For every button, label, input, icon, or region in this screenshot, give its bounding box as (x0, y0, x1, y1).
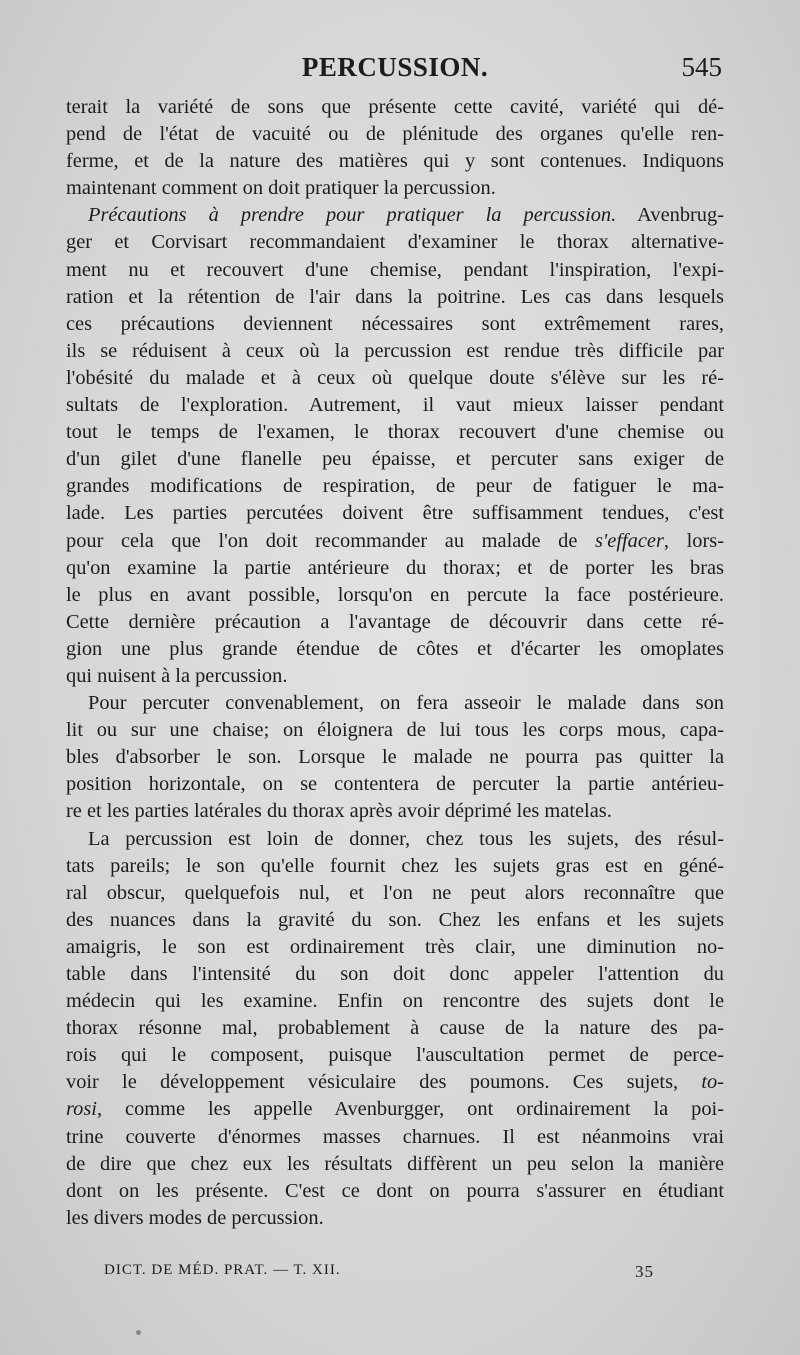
line-text: terait la variété de sons que présente cette cavité, variété qui dé- (66, 96, 724, 118)
page-number: 545 (681, 52, 722, 82)
line-text: grandes modifications de respiration, de peur de fatiguer le ma- (66, 475, 724, 498)
text-line (66, 853, 724, 880)
line-text: sultats de l'exploration. Autrement, il vaut mieux laisser pendant (66, 394, 724, 417)
text-line (66, 934, 724, 961)
text-line (66, 338, 724, 365)
line-text: trine couverte d'énormes masses charnues. Il est néanmoins vrai (66, 1125, 724, 1148)
text-line (66, 311, 724, 338)
text-line (66, 1042, 724, 1069)
line-text: lit ou sur une chaise; on éloignera de lui tous les corps mous, capa- (66, 719, 724, 742)
line-text: pend de l'état de vacuité ou de plénitude des organes qu'elle ren- (66, 123, 724, 146)
paper-spot (136, 1330, 141, 1335)
line-text: médecin qui les examine. Enfin on rencontre des sujets dont le (66, 990, 724, 1013)
line-text: tout le temps de l'examen, le thorax recouvert d'une chemise ou (66, 421, 724, 444)
text-line (66, 1178, 724, 1205)
line-text: qui nuisent à la percussion. (66, 664, 288, 687)
line-text: ils se réduisent à ceux où la percussion est rendue très difficile par (66, 339, 724, 362)
footer-sheet-number: 35 (635, 1262, 654, 1281)
italic-text: Précautions à prendre pour pratiquer la percussion. (88, 204, 617, 227)
line-text: Avenbrug- (616, 204, 724, 227)
line-text: ces précautions deviennent nécessaires sont extrêmement rares, (66, 312, 724, 335)
line-text: Pour percuter convenablement, on fera asseoir le malade dans son (88, 692, 724, 715)
line-text: de dire que chez eux les résultats diffèrent un peu selon la manière (66, 1152, 724, 1175)
text-line (66, 582, 724, 609)
text-line (66, 717, 724, 744)
line-text: tats pareils; le son qu'elle fournit chez les sujets gras est en géné- (66, 854, 724, 877)
text-line (66, 988, 724, 1015)
text-line (66, 907, 724, 934)
line-text: , lors- (663, 529, 725, 552)
page-title: PERCUSSION. (301, 52, 489, 82)
line-text: qu'on examine la partie antérieure du thorax; et de porter les bras (66, 556, 724, 579)
text-line (66, 365, 724, 392)
text-line (66, 636, 724, 663)
text-line (66, 202, 724, 229)
body-text (66, 94, 724, 1232)
line-text: Cette dernière précaution a l'avantage de découvrir dans cette ré- (66, 610, 724, 633)
line-text: voir le développement vésiculaire des poumons. Ces sujets, (66, 1071, 702, 1094)
page-footer (104, 1262, 654, 1288)
text-line (66, 257, 724, 284)
text-line (66, 419, 724, 446)
italic-text: s'effacer (595, 529, 664, 552)
line-text: d'un gilet d'une flanelle peu épaisse, et percuter sans exiger de (66, 448, 724, 471)
text-line (66, 175, 724, 202)
line-text: lade. Les parties percutées doivent être suffisamment tendues, c'est (66, 502, 724, 525)
text-line (66, 528, 724, 555)
line-text: gion une plus grande étendue de côtes et d'écarter les omoplates (66, 637, 724, 660)
text-line (66, 690, 724, 717)
text-line (66, 1205, 724, 1232)
line-text: l'obésité du malade et à ceux où quelque doute s'élève sur les ré- (66, 366, 724, 389)
text-line (66, 609, 724, 636)
italic-text: rosi, (66, 1098, 103, 1121)
line-text: maintenant comment on doit pratiquer la percussion. (66, 177, 496, 200)
line-text: pour cela que l'on doit recommander au malade de (66, 529, 595, 552)
line-text: dont on les présente. C'est ce dont on pourra s'assurer en étudiant (66, 1179, 724, 1202)
line-text: ration et la rétention de l'air dans la poitrine. Les cas dans lesquels (66, 285, 724, 308)
text-line (66, 961, 724, 988)
text-line (66, 663, 724, 690)
text-line (66, 148, 724, 175)
line-text: table dans l'intensité du son doit donc appeler l'attention du (66, 963, 724, 985)
text-line (66, 1069, 724, 1096)
text-line (66, 1015, 724, 1042)
line-text: ferme, et de la nature des matières qui y sont contenues. Indiquons (66, 150, 724, 173)
text-line (66, 555, 724, 582)
text-line (66, 229, 724, 256)
text-line (66, 446, 724, 473)
italic-text: to- (701, 1071, 724, 1094)
line-text: le plus en avant possible, lorsqu'on en percute la face postérieure. (66, 583, 724, 606)
line-text: amaigris, le son est ordinairement très clair, une diminution no- (66, 935, 724, 958)
line-text: rois qui le composent, puisque l'auscultation permet de perce- (66, 1044, 724, 1067)
running-header (66, 50, 724, 90)
line-text: ger et Corvisart recommandaient d'examiner le thorax alternative- (66, 231, 724, 254)
text-line (66, 392, 724, 419)
text-line (66, 880, 724, 907)
text-line (66, 94, 724, 121)
footer-signature: DICT. DE MÉD. PRAT. — T. XII. (104, 1262, 341, 1278)
text-line (66, 500, 724, 527)
line-text: ment nu et recouvert d'une chemise, pendant l'inspiration, l'expi- (66, 258, 724, 281)
text-line (66, 473, 724, 500)
line-text: des nuances dans la gravité du son. Chez les enfans et les sujets (66, 908, 724, 931)
text-line (66, 1124, 724, 1151)
line-text: re et les parties latérales du thorax après avoir déprimé les matelas. (66, 800, 612, 823)
line-text: comme les appelle Avenburgger, ont ordinairement la poi- (102, 1098, 724, 1121)
line-text: La percussion est loin de donner, chez tous les sujets, des résul- (88, 827, 724, 850)
text-line (66, 1151, 724, 1178)
text-line (66, 121, 724, 148)
line-text: ral obscur, quelquefois nul, et l'on ne peut alors reconnaître que (66, 881, 724, 904)
line-text: les divers modes de percussion. (66, 1206, 324, 1229)
text-line (66, 771, 724, 798)
line-text: bles d'absorber le son. Lorsque le malade ne pourra pas quitter la (66, 746, 724, 769)
text-line (66, 744, 724, 771)
line-text: thorax résonne mal, probablement à cause de la nature des pa- (66, 1017, 724, 1040)
text-line (66, 284, 724, 311)
text-line (66, 798, 724, 825)
text-line (66, 1096, 724, 1123)
text-line (66, 826, 724, 853)
line-text: position horizontale, on se contentera de percuter la partie antérieu- (66, 773, 724, 796)
